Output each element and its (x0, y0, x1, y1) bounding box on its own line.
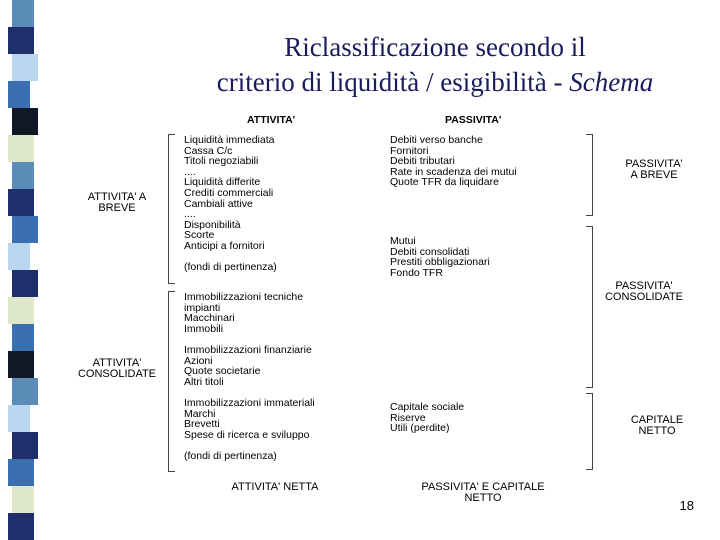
stripe-block (8, 513, 34, 540)
footer-attivita-netta (210, 482, 340, 493)
page-number: 18 (679, 498, 694, 513)
bracket-attivita-breve (168, 134, 175, 284)
list-item: Titoli negoziabili (184, 155, 259, 168)
list-item: Macchinari (184, 312, 235, 325)
stripe-block (8, 351, 34, 378)
attivita-breve-list (184, 135, 277, 273)
attivita-consolidate-list (184, 292, 315, 462)
list-item: Crediti commerciali (184, 186, 274, 199)
list-item: Altri titoli (184, 375, 224, 388)
list-item: Quote TFR da liquidare (390, 176, 499, 189)
group-label-line: CAPITALE (630, 414, 684, 426)
list-item: Marchi (184, 407, 216, 420)
group-label-line: CONSOLIDATE (604, 291, 684, 303)
footer-line: ATTIVITA' NETTA (231, 481, 319, 493)
stripe-block (12, 54, 38, 81)
bracket-passivita-breve (586, 134, 593, 216)
list-item: (fondi di pertinenza) (184, 449, 277, 462)
group-label-line: ATTIVITA' A (87, 191, 147, 203)
list-item: Mutui (390, 235, 416, 247)
label-passivita-breve (604, 159, 704, 181)
group-label-line: BREVE (98, 202, 136, 214)
list-item: Capitale sociale (390, 401, 465, 413)
stripe-block (8, 243, 30, 270)
list-item: .... (184, 208, 196, 221)
list-item: Disponibilità (184, 218, 241, 231)
label-passivita-consolidate (592, 281, 696, 303)
list-item: Debiti consolidati (390, 245, 470, 258)
list-item: Brevetti (184, 418, 220, 431)
bracket-attivita-consolidate (168, 291, 175, 472)
stripe-block (8, 297, 34, 324)
title-line-2-text: criterio di liquidità / esigibilità - (216, 67, 570, 97)
slide-title (150, 30, 720, 100)
list-item: Fondo TFR (390, 266, 443, 279)
list-item: Cambiali attive (184, 197, 253, 210)
bracket-passivita-consolidate (586, 226, 593, 388)
list-item: Scorte (184, 229, 215, 242)
label-attivita-consolidate (66, 358, 168, 380)
group-label-line: A BREVE (630, 169, 678, 181)
list-item: Immobilizzazioni tecniche (184, 291, 304, 303)
stripe-block (8, 27, 34, 54)
label-capitale-netto (612, 415, 702, 437)
list-item: Quote societarie (184, 365, 261, 378)
list-item: Riserve (390, 411, 426, 424)
list-item: Azioni (184, 354, 213, 367)
footer-passivita-capitale (400, 482, 566, 504)
stripe-block (12, 432, 38, 459)
list-item: Spese di ricerca e sviluppo (184, 428, 310, 441)
header-attivita: ATTIVITA' (247, 114, 296, 126)
list-item: Utili (perdite) (390, 422, 450, 435)
list-item: Fornitori (390, 144, 429, 157)
group-label-line: NETTO (638, 425, 676, 437)
list-item: Rate in scadenza dei mutui (390, 165, 517, 178)
bracket-capitale-netto (586, 393, 593, 470)
list-item: Liquidità differite (184, 176, 261, 189)
stripe-block (8, 405, 30, 432)
footer-line: PASSIVITA' E CAPITALE (421, 481, 545, 493)
decorative-stripe (0, 0, 34, 540)
stripe-block (8, 135, 34, 162)
title-line-2 (150, 65, 720, 100)
passivita-breve-list (390, 135, 517, 188)
list-item: Debiti tributari (390, 155, 455, 168)
stripe-block (12, 324, 34, 351)
stripe-block (12, 486, 34, 513)
stripe-block (12, 0, 34, 27)
group-label-line: CONSOLIDATE (77, 368, 157, 380)
header-passivita: PASSIVITA' (445, 114, 502, 126)
stripe-block (12, 270, 38, 297)
group-label-line: ATTIVITA' (92, 357, 142, 369)
footer-line: NETTO (464, 492, 502, 504)
title-line-2-italic: Schema (569, 67, 654, 97)
stripe-block (8, 189, 34, 216)
stripe-block (8, 81, 30, 108)
stripe-block (8, 459, 34, 486)
list-item: Cassa C/c (184, 144, 233, 157)
passivita-consolidate-list (390, 236, 490, 278)
label-attivita-breve (76, 192, 158, 214)
list-item: Immobili (184, 322, 224, 335)
group-label-line: PASSIVITA' (625, 158, 683, 170)
list-item: Liquidità immediata (184, 134, 275, 146)
group-label-line: PASSIVITA' (615, 280, 673, 292)
list-item: impianti (184, 301, 221, 314)
list-item: .... (184, 165, 196, 178)
list-item: (fondi di pertinenza) (184, 261, 277, 274)
stripe-block (12, 162, 34, 189)
title-line-1: Riclassificazione secondo il (284, 32, 586, 62)
list-item: Prestiti obbligazionari (390, 256, 490, 269)
list-item: Anticipi a fornitori (184, 239, 265, 252)
list-item: Immobilizzazioni finanziarie (184, 343, 312, 356)
list-item: Immobilizzazioni immateriali (184, 396, 315, 409)
capitale-netto-list (390, 402, 464, 434)
stripe-block (12, 378, 38, 405)
stripe-block (12, 216, 38, 243)
stripe-block (12, 108, 38, 135)
list-item: Debiti verso banche (390, 134, 483, 146)
